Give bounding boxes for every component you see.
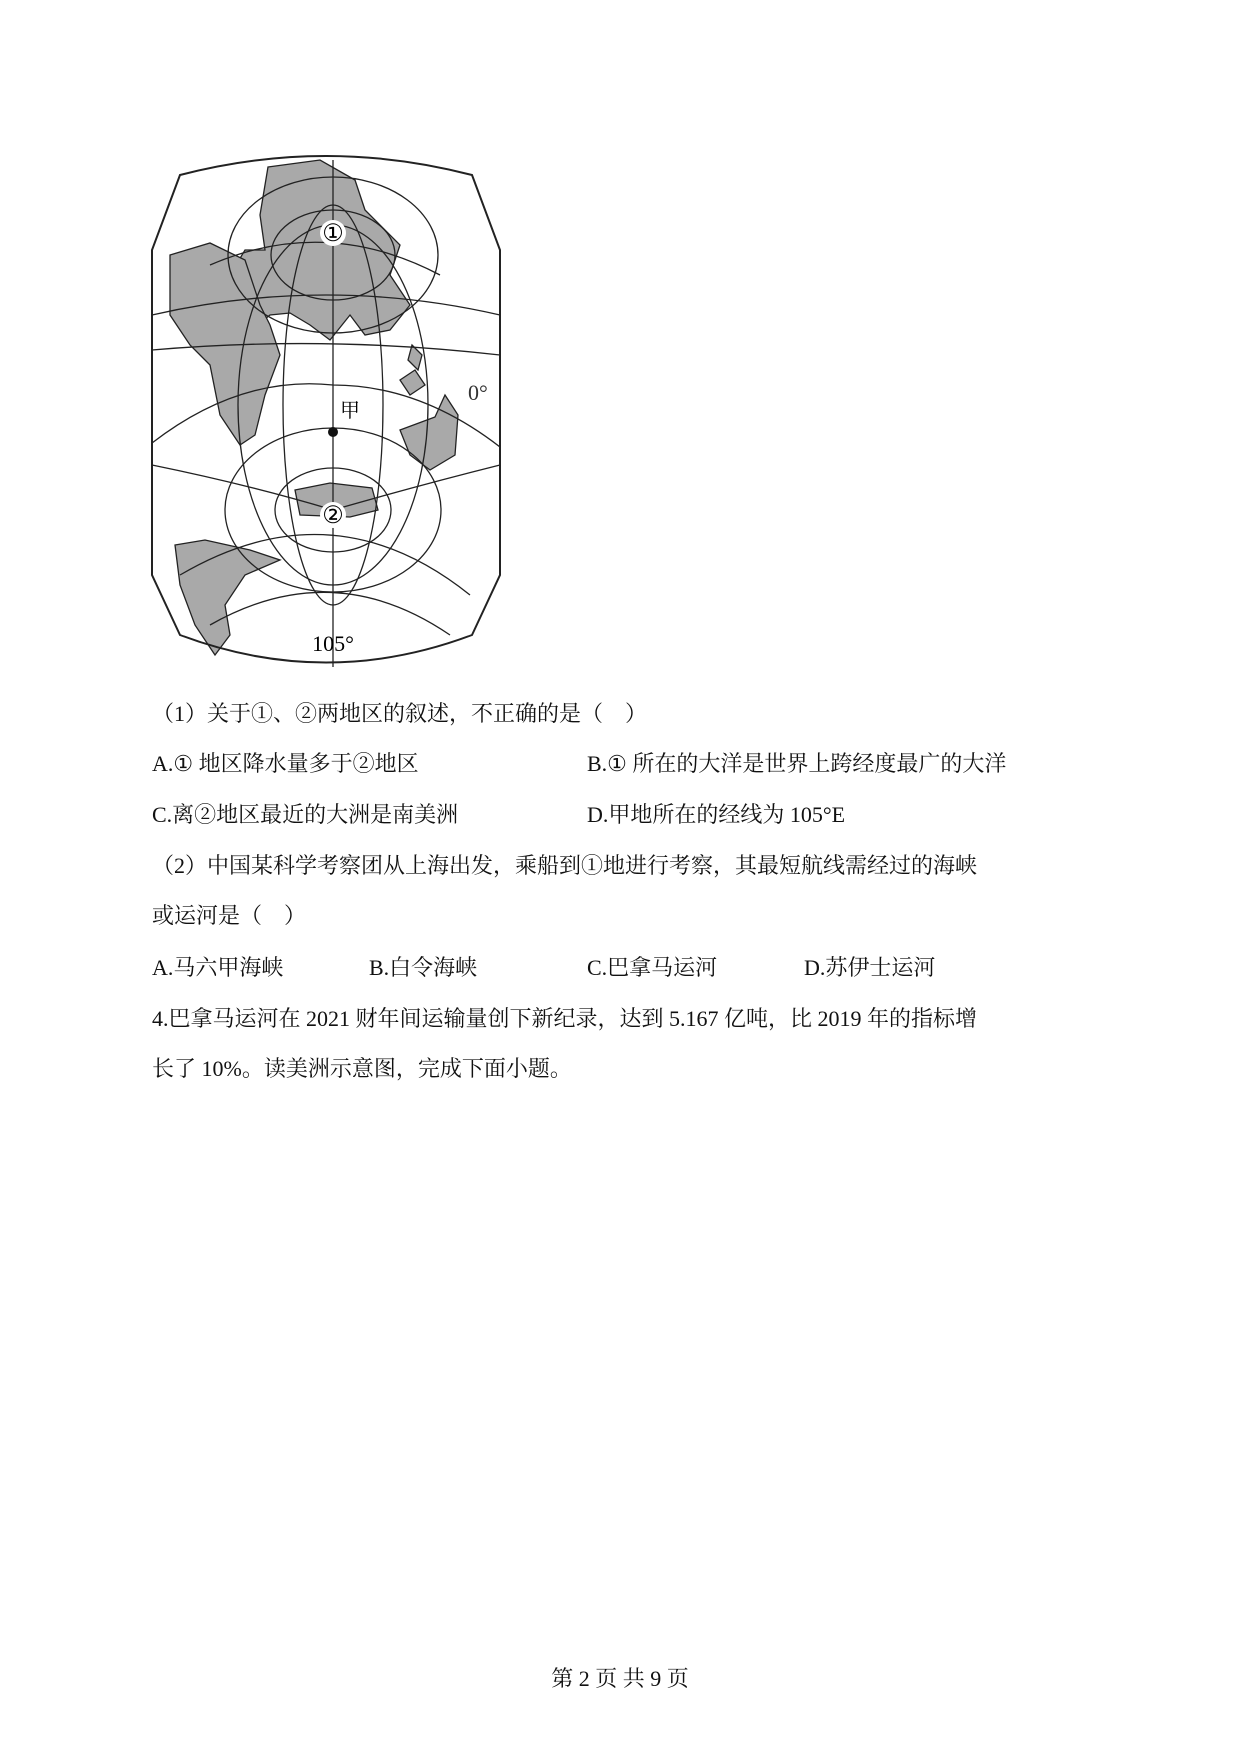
q2-stem-line2: 或运河是（ ）: [152, 903, 307, 928]
region2-label: ②: [322, 503, 344, 529]
meridian-label: 105°: [312, 631, 354, 656]
q1-stem: （1）关于①、②两地区的叙述，不正确的是（ ）: [152, 701, 648, 726]
q2-option-c: C.巴拿马运河: [587, 955, 718, 980]
world-map-figure: [150, 155, 502, 671]
page-footer: 第 2 页 共 9 页: [551, 1666, 689, 1691]
point-jia-marker: [328, 427, 338, 437]
equator-label: 0°: [468, 380, 488, 405]
region1-label: ①: [322, 221, 344, 247]
q1-option-d: D.甲地所在的经线为 105°E: [587, 802, 846, 827]
q4-line2: 长了 10%。读美洲示意图，完成下面小题。: [152, 1056, 572, 1081]
q2-option-d: D.苏伊士运河: [804, 955, 936, 980]
q2-stem-line1: （2）中国某科学考察团从上海出发，乘船到①地进行考察，其最短航线需经过的海峡: [152, 853, 978, 878]
land-islands: [400, 345, 425, 395]
q1-option-b: B.① 所在的大洋是世界上跨经度最广的大洋: [587, 751, 1007, 776]
q2-option-b: B.白令海峡: [369, 955, 478, 980]
q1-option-a: A.① 地区降水量多于②地区: [152, 751, 419, 776]
land-south-america: [175, 540, 280, 655]
land-australia: [400, 395, 458, 470]
q1-option-c: C.离②地区最近的大洲是南美洲: [152, 802, 459, 827]
q4-line1: 4.巴拿马运河在 2021 财年间运输量创下新纪录，达到 5.167 亿吨，比 2019 年的指标增: [152, 1006, 978, 1031]
point-jia-label: 甲: [340, 400, 360, 422]
q2-option-a: A.马六甲海峡: [152, 955, 284, 980]
